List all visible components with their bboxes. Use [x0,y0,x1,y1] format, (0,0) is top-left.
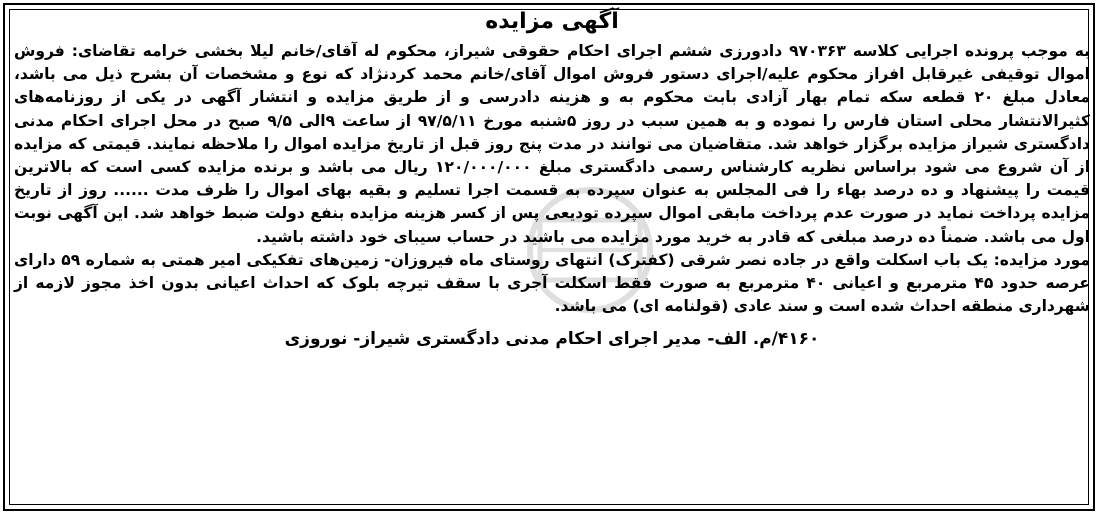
notice-body: به موجب پرونده اجرایی کلاسه ۹۷۰۳۶۳ دادورزی ششم اجرای احکام حقوقی شیراز، محکوم له آقای/خانم لیلا بخشی خرامه تقاضای: فروش اموال توقیفی غیرقابل افراز محکوم علیه/اجرای دستور فروش اموال آقای/خانم محمد کردنژاد که نوع و مشخصات آن بشرح ذیل می باشد، معادل مبلغ ۲۰ قطعه سکه تمام بهار آزادی بابت محکوم به و هزینه دادرسی و از طریق مزایده و انتشار آگهی در یکی از روزنامه‌های کثیرالانتشار محلی استان فارس را نموده و به همین سبب در روز ۵شنبه مورخ ۹۷/۵/۱۱ از ساعت ۹الی ۹/۵ صبح در محل اجرای احکام مدنی دادگستری شیراز مزایده برگزار خواهد شد. متقاضیان می توانند در مدت پنج روز قبل از تاریخ مزایده اموال را ملاحظه نمایند. قیمتی که مزایده از آن شروع می شود براساس نظریه کارشناس رسمی دادگستری مبلغ ۱۲۰/۰۰۰/۰۰۰ ریال می باشد و برنده مزایده کسی است که بالاترین قیمت را پیشنهاد و ده درصد بهاء را فی المجلس به عنوان سپرده به قسمت اجرا تسلیم و بقیه بهای اموال را ظرف مدت ...... روز از تاریخ مزایده پرداخت نماید در صورت عدم پرداخت مابقی اموال سپرده تودیعی پس از کسر هزینه مزایده بنفع دولت ضبط خواهد شد. این آگهی نوبت اول می باشد. ضمناً ده درصد مبلغی که قادر به خرید مورد مزایده می باشید در حساب سیبای خود داشته باشید. [14,42,1091,246]
auction-subject: مورد مزایده: یک باب اسکلت واقع در جاده نصر شرقی (کفترک) انتهای روستای ماه فیروزان- زمین‌های تفکیکی امیر همتی به شماره ۵۹ دارای عرصه حدود ۴۵ مترمربع و اعیانی ۴۰ مترمربع به صورت فقط اسکلت آجری با سقف تیرچه بلوک که احداث اعیانی بدون اخذ مجوز لازمه از شهرداری منطقه احداث شده است و سند عادی (قولنامه ای) می باشد. [14,250,1090,316]
auction-notice [14,8,1090,352]
notice-title: آگهی مزایده [485,9,619,34]
notice-signature: ۴۱۶۰/م. الف- مدیر اجرای احکام مدنی دادگستری شیراز- نوروزی [284,329,820,350]
